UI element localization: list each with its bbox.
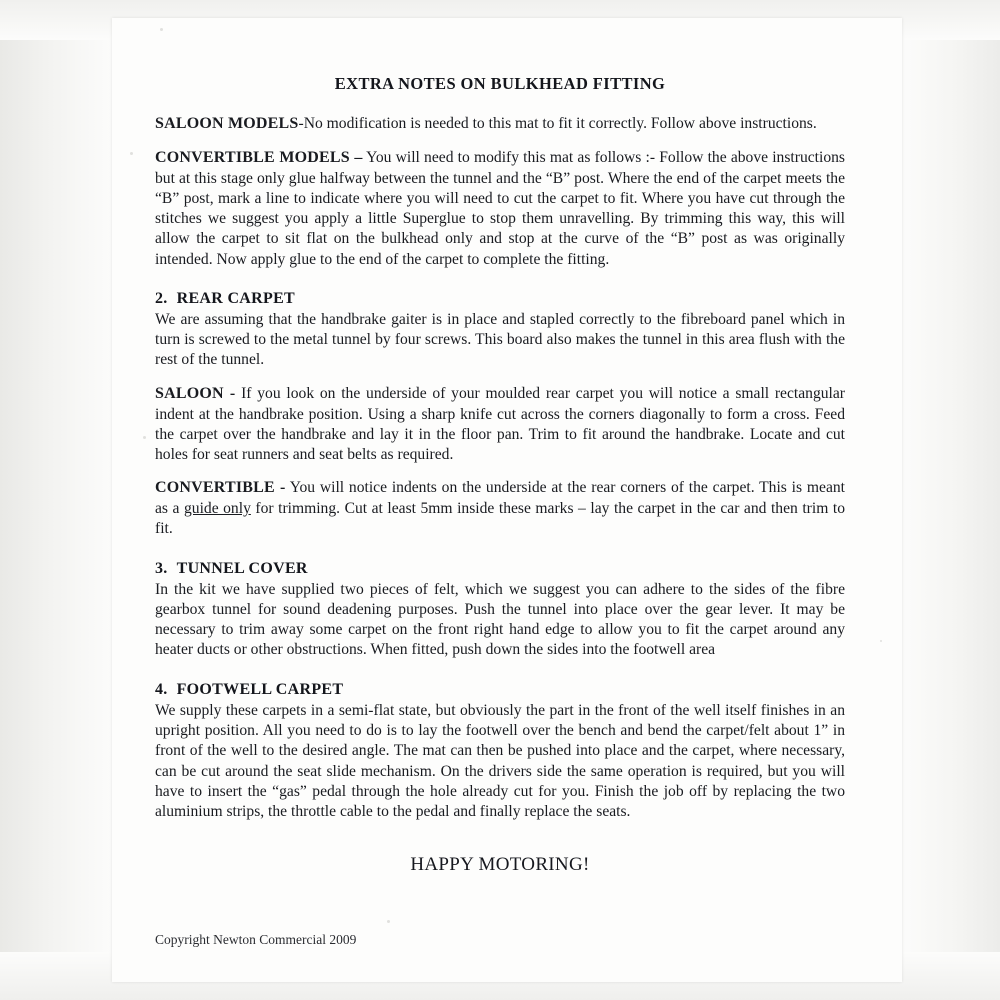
scan-speck (387, 920, 390, 923)
paragraph-convertible-models (155, 148, 845, 270)
section-heading-tunnel-cover (155, 560, 845, 578)
section-title: FOOTWELL CARPET (176, 680, 344, 698)
section-title: REAR CARPET (176, 289, 296, 307)
paragraph-text: You will need to modify this mat as follows :- Follow the above instructions but at this stage only glue halfway between the tunnel and the “B” post. Where the end of the carpet meets the “B” post, mark a line to indicate where you will need to cut the carpet to fit. Where you have cut through the stitches we suggest you apply a little Superglue to stop them unravelling. By trimming this way, this will allow the carpet to sit flat on the bulkhead only and stop at the curve of the “B” post as was originally intended. Now apply glue to the end of the carpet to complete the fitting. (155, 148, 845, 268)
section-heading-footwell-carpet (155, 681, 845, 699)
section-number: 3. (155, 559, 168, 577)
scan-edge-right (900, 0, 1000, 1000)
paragraph-lead: SALOON - (155, 384, 236, 402)
section-number: 2. (155, 289, 168, 307)
page-title: EXTRA NOTES ON BULKHEAD FITTING (334, 74, 666, 93)
paragraph-lead: CONVERTIBLE - (155, 479, 286, 497)
scan-speck (880, 640, 882, 642)
section-heading-rear-carpet (155, 290, 845, 308)
paragraph-text-before: You will notice indents on the underside at the rear corners of the carpet. This is meant as a (155, 479, 845, 518)
scan-edge-left (0, 0, 112, 1000)
closing-line: HAPPY MOTORING! (410, 854, 590, 876)
paragraph-lead: CONVERTIBLE MODELS – (155, 148, 363, 166)
paragraph-text: -No modification is needed to this mat to fit it correctly. Follow above instructions. (298, 115, 817, 132)
copyright-notice: Copyright Newton Commercial 2009 (155, 932, 357, 947)
section-body-tunnel-cover: In the kit we have supplied two pieces of felt, which we suggest you can adhere to the sides of the fibre gearbox tunnel for sound deadening purposes. Push the tunnel into place over the gear lever. It may be necessary to trim away some carpet on the front right hand edge to allow you to fit the carpet around any heater ducts or other obstructions. When fitted, push down the sides into the footwell area (155, 580, 845, 659)
paragraph-text-after: for trimming. Cut at least 5mm inside these marks – lay the carpet in the car and then trim to fit. (155, 500, 845, 538)
section-number: 4. (155, 680, 168, 698)
paragraph-saloon (155, 384, 845, 466)
underlined-phrase: guide only (183, 500, 251, 518)
section-body-footwell-carpet: We supply these carpets in a semi-flat state, but obviously the part in the front of the well itself finishes in an upright position. All you need to do is to lay the footwell over the bench and bend the carpet/felt about 1” in front of the well to the desired angle. The mat can then be pushed into place and the carpet, where necessary, can be cut around the seat slide mechanism. On the drivers side the same operation is required, but you will have to insert the “gas” pedal through the hole already cut for you. Finish the job off by replacing the two aluminium strips, the throttle cable to the pedal and finally replace the seats. (155, 701, 845, 821)
document-body (155, 60, 845, 876)
paragraph-convertible (155, 478, 845, 539)
scan-speck (130, 152, 133, 155)
scan-speck (143, 436, 146, 439)
paragraph-lead: SALOON MODELS (155, 115, 299, 132)
section-title: TUNNEL COVER (176, 559, 308, 577)
section-body-rear-carpet: We are assuming that the handbrake gaiter is in place and stapled correctly to the fibreboard panel which in turn is screwed to the metal tunnel by four screws. This board also makes the tunnel in this area flush with the rest of the tunnel. (155, 310, 845, 369)
scan-speck (160, 28, 163, 31)
paragraph-text: If you look on the underside of your moulded rear carpet you will notice a small rectangular indent at the handbrake position. Using a sharp knife cut across the corners diagonally to form a cross. Feed the carpet over the handbrake and lay it in the floor pan. Trim to fit around the handbrake. Locate and cut holes for seat runners and seat belts as required. (155, 384, 845, 464)
paragraph-saloon-models (155, 114, 845, 135)
